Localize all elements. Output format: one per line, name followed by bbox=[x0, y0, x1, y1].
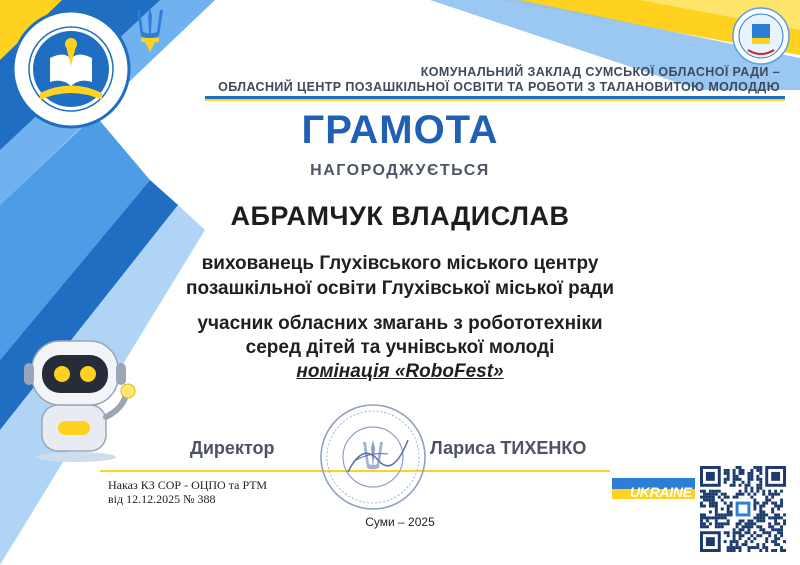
description-line3: учасник обласних змагань з робототехніки bbox=[197, 313, 603, 334]
ukraine-badge: UKRAINE bbox=[630, 484, 692, 500]
org-name-line1: КОМУНАЛЬНИЙ ЗАКЛАД СУМСЬКОЇ ОБЛАСНОЇ РАДИ – bbox=[420, 65, 780, 79]
director-name: Лариса ТИХЕНКО bbox=[430, 438, 587, 458]
robot-icon bbox=[18, 335, 138, 465]
stamp-icon bbox=[318, 402, 428, 512]
ukraine-trident-icon bbox=[133, 6, 167, 54]
order-line1: Наказ КЗ СОР - ОЦПО та РТМ bbox=[108, 478, 268, 492]
org-name-line2: ОБЛАСНИЙ ЦЕНТР ПОЗАШКІЛЬНОЇ ОСВІТИ ТА РОБОТИ З ТАЛАНОВИТОЮ МОЛОДДЮ bbox=[218, 80, 780, 94]
certificate-title: ГРАМОТА bbox=[301, 108, 499, 152]
nomination: номінація «RoboFest» bbox=[296, 361, 504, 382]
description-line1: вихованець Глухівського міського центру bbox=[201, 253, 599, 274]
city-year: Суми – 2025 bbox=[365, 515, 435, 529]
director-title: Директор bbox=[190, 438, 275, 458]
awarded-label: НАГОРОДЖУЄТЬСЯ bbox=[310, 162, 490, 179]
order-line2: від 12.12.2025 № 388 bbox=[108, 492, 216, 506]
description-line2: позашкільної освіти Глухівської міської ради bbox=[185, 278, 615, 299]
description-line4: серед дітей та учнівської молоді bbox=[245, 337, 555, 358]
recipient-name: АБРАМЧУК ВЛАДИСЛАВ bbox=[230, 201, 570, 231]
qr-code-icon[interactable] bbox=[700, 466, 786, 552]
partner-logo-icon bbox=[730, 6, 792, 66]
